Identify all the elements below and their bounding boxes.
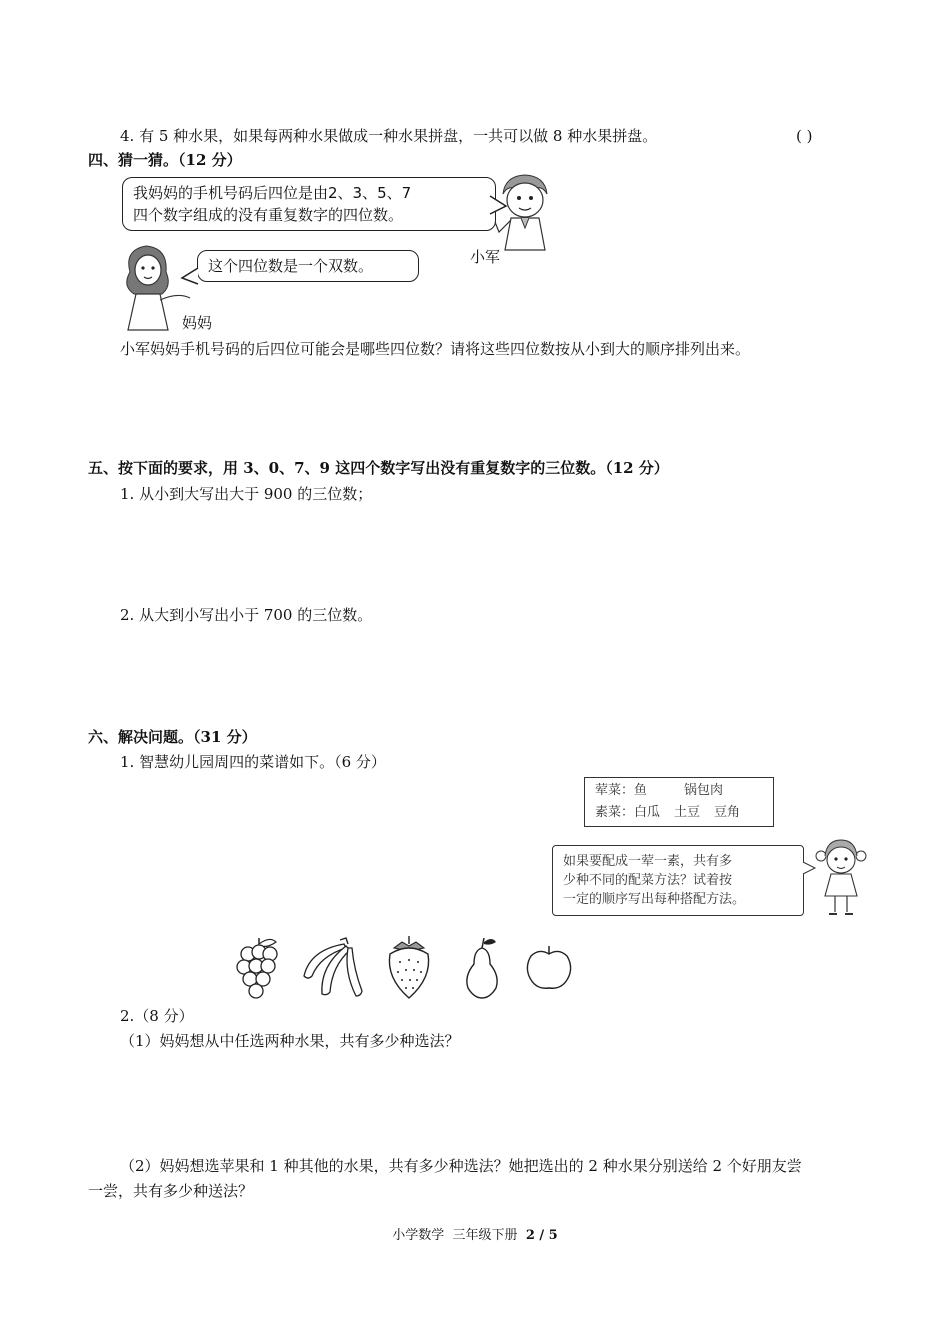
section-6-heading: 六、解决问题。（31 分） [88,728,257,746]
footer-page-number: 2 [525,1228,535,1243]
boy-speech-bubble [122,177,496,231]
boy-illustration [495,172,555,252]
menu-veg-item: 白瓜 [634,805,661,820]
grape-icon [236,936,282,1000]
apple-icon [525,944,573,992]
menu-meat-row [595,780,763,802]
section-4-heading: 四、猜一猜。（12 分） [88,151,242,169]
section-5-heading: 五、按下面的要求，用 3、0、7、9 这四个数字写出没有重复数字的三位数。（12 分） [88,459,669,477]
pear-icon [462,936,502,1000]
boy-speech-line-2: 四个数字组成的没有重复数字的四位数。 [133,206,404,224]
girl-speech-bubble [552,845,804,916]
boy-name: 小军 [470,248,501,266]
section-4-question: 小军妈妈手机号码的后四位可能会是哪些四位数？请将这些四位数按从小到大的顺序排列出来。 [120,340,751,358]
mom-speech-line: 这个四位数是一个双数。 [208,257,374,275]
q4-text: 4. 有 5 种水果，如果每两种水果做成一种水果拼盘，一共可以做 8 种水果拼盘。 [120,127,658,145]
girl-speech-line-2: 少种不同的配菜方法？试着按 [563,873,733,888]
section-6-item-2: 2.（8 分） [120,1007,194,1025]
menu-veg-label: 素菜： [595,805,635,820]
section-6-item-2-sub-2-line-1: （2）妈妈想选苹果和 1 种其他的水果，共有多少种选法？她把选出的 2 种水果分别送给 2 个好朋友尝 [120,1157,802,1175]
menu-veg-item: 豆角 [714,805,741,820]
girl-speech-line-1: 如果要配成一荤一素，共有多 [563,854,733,869]
girl-speech-line-3: 一定的顺序写出每种搭配方法。 [563,892,746,907]
footer-text: 小学数学 三年级下册 [392,1228,526,1243]
answer-bracket[interactable]: ( ) [796,127,813,145]
bubble-tail [182,268,200,286]
section-6-item-1: 1. 智慧幼儿园周四的菜谱如下。（6 分） [120,753,386,771]
menu-meat-item: 鱼 [634,783,648,798]
page-footer [0,1227,950,1245]
menu-veg-row [595,802,763,824]
menu-meat-item: 锅包肉 [684,783,724,798]
section-5-item-1: 1. 从小到大写出大于 900 的三位数； [120,485,373,503]
mom-name: 妈妈 [182,314,213,332]
menu-meat-label: 荤菜： [595,783,635,798]
section-6-item-2-sub-1: （1）妈妈想从中任选两种水果，共有多少种选法？ [120,1032,460,1050]
boy-speech-line-1: 我妈妈的手机号码后四位是由2、3、5、7 [133,184,412,202]
banana-icon [300,936,364,1000]
girl-illustration [815,838,869,916]
strawberry-icon [384,934,434,1000]
mom-speech-bubble [197,250,419,282]
section-5-item-2: 2. 从大到小写出小于 700 的三位数。 [120,606,373,624]
menu-veg-item: 土豆 [674,805,701,820]
footer-page-total: / 5 [534,1228,558,1243]
menu-box [584,777,774,827]
section-6-item-2-sub-2-line-2: 一尝，共有多少种送法？ [88,1182,254,1200]
